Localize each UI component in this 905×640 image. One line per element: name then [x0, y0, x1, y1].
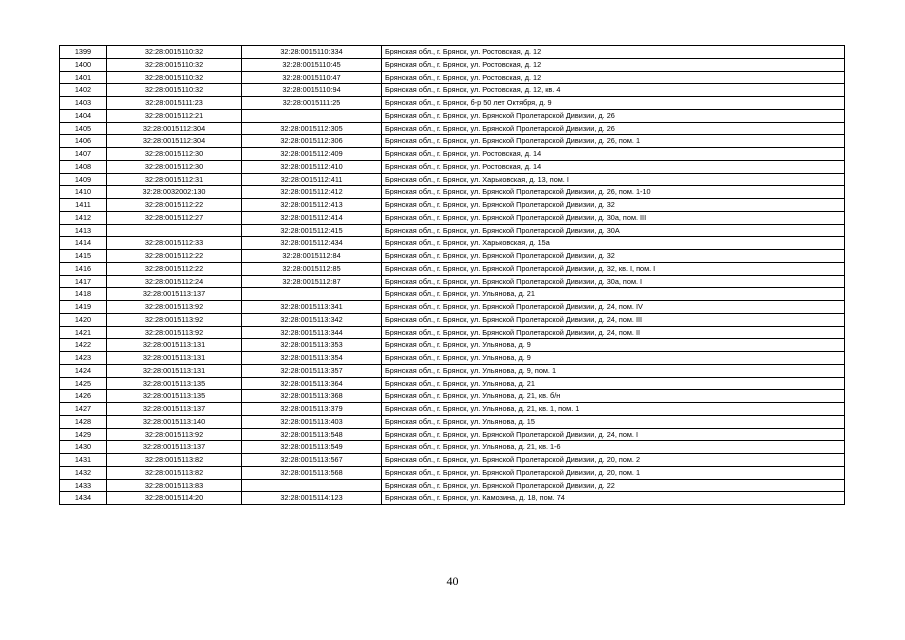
row-number-cell: 1430 — [60, 441, 107, 454]
land-cadastral-number-cell: 32:28:0015110:32 — [107, 58, 242, 71]
table-row — [60, 173, 845, 186]
address-cell: Брянская обл., г. Брянск, ул. Брянской Пролетарской Дивизии, д. 32 — [382, 250, 845, 263]
address-cell: Брянская обл., г. Брянск, ул. Камозина, д. 18, пом. 74 — [382, 492, 845, 505]
object-cadastral-number-cell: 32:28:0015112:305 — [242, 122, 382, 135]
address-cell: Брянская обл., г. Брянск, ул. Ростовская, д. 12 — [382, 58, 845, 71]
object-cadastral-number-cell: 32:28:0015110:47 — [242, 71, 382, 84]
land-cadastral-number-cell: 32:28:0015113:92 — [107, 326, 242, 339]
address-cell: Брянская обл., г. Брянск, ул. Ульянова, д. 21, кв. 1, пом. 1 — [382, 403, 845, 416]
address-cell: Брянская обл., г. Брянск, ул. Брянской Пролетарской Дивизии, д. 26, пом. 1 — [382, 135, 845, 148]
address-cell: Брянская обл., г. Брянск, ул. Ульянова, д. 9, пом. 1 — [382, 364, 845, 377]
table-row — [60, 237, 845, 250]
address-cell: Брянская обл., г. Брянск, ул. Ульянова, д. 21 — [382, 288, 845, 301]
land-cadastral-number-cell: 32:28:0015110:32 — [107, 84, 242, 97]
table-row — [60, 339, 845, 352]
land-cadastral-number-cell: 32:28:0015113:135 — [107, 377, 242, 390]
land-cadastral-number-cell: 32:28:0015113:92 — [107, 301, 242, 314]
address-cell: Брянская обл., г. Брянск, ул. Ульянова, д. 21, кв. 1-6 — [382, 441, 845, 454]
land-cadastral-number-cell — [107, 224, 242, 237]
address-cell: Брянская обл., г. Брянск, ул. Ростовская, д. 12, кв. 4 — [382, 84, 845, 97]
land-cadastral-number-cell: 32:28:0015113:137 — [107, 403, 242, 416]
address-cell: Брянская обл., г. Брянск, ул. Брянской Пролетарской Дивизии, д. 22 — [382, 479, 845, 492]
table-row — [60, 428, 845, 441]
table-row — [60, 46, 845, 59]
row-number-cell: 1410 — [60, 186, 107, 199]
row-number-cell: 1419 — [60, 301, 107, 314]
table-row — [60, 441, 845, 454]
row-number-cell: 1401 — [60, 71, 107, 84]
object-cadastral-number-cell — [242, 109, 382, 122]
address-cell: Брянская обл., г. Брянск, ул. Брянской Пролетарской Дивизии, д. 32, кв. I, пом. I — [382, 262, 845, 275]
address-cell: Брянская обл., г. Брянск, ул. Брянской Пролетарской Дивизии, д. 24, пом. II — [382, 326, 845, 339]
page-number: 40 — [446, 574, 459, 588]
object-cadastral-number-cell: 32:28:0015110:94 — [242, 84, 382, 97]
row-number-cell: 1416 — [60, 262, 107, 275]
object-cadastral-number-cell: 32:28:0015113:353 — [242, 339, 382, 352]
object-cadastral-number-cell: 32:28:0015113:567 — [242, 454, 382, 467]
table-row — [60, 84, 845, 97]
table-row — [60, 71, 845, 84]
row-number-cell: 1400 — [60, 58, 107, 71]
address-cell: Брянская обл., г. Брянск, ул. Ульянова, д. 21 — [382, 377, 845, 390]
object-cadastral-number-cell: 32:28:0015113:568 — [242, 466, 382, 479]
land-cadastral-number-cell: 32:28:0015112:304 — [107, 122, 242, 135]
row-number-cell: 1404 — [60, 109, 107, 122]
table-row — [60, 109, 845, 122]
table-row — [60, 262, 845, 275]
land-cadastral-number-cell: 32:28:0015114:20 — [107, 492, 242, 505]
table-row — [60, 135, 845, 148]
object-cadastral-number-cell: 32:28:0015112:434 — [242, 237, 382, 250]
row-number-cell: 1428 — [60, 415, 107, 428]
land-cadastral-number-cell: 32:28:0015112:27 — [107, 211, 242, 224]
row-number-cell: 1405 — [60, 122, 107, 135]
address-cell: Брянская обл., г. Брянск, б-р 50 лет Октября, д. 9 — [382, 97, 845, 110]
table-row — [60, 326, 845, 339]
object-cadastral-number-cell: 32:28:0015113:549 — [242, 441, 382, 454]
object-cadastral-number-cell: 32:28:0015112:87 — [242, 275, 382, 288]
row-number-cell: 1423 — [60, 352, 107, 365]
land-cadastral-number-cell: 32:28:0032002:130 — [107, 186, 242, 199]
row-number-cell: 1414 — [60, 237, 107, 250]
object-cadastral-number-cell: 32:28:0015113:548 — [242, 428, 382, 441]
row-number-cell: 1408 — [60, 160, 107, 173]
row-number-cell: 1420 — [60, 313, 107, 326]
land-cadastral-number-cell: 32:28:0015112:31 — [107, 173, 242, 186]
table-row — [60, 160, 845, 173]
object-cadastral-number-cell: 32:28:0015110:334 — [242, 46, 382, 59]
table-row — [60, 275, 845, 288]
object-cadastral-number-cell: 32:28:0015113:379 — [242, 403, 382, 416]
land-cadastral-number-cell: 32:28:0015112:304 — [107, 135, 242, 148]
row-number-cell: 1425 — [60, 377, 107, 390]
row-number-cell: 1431 — [60, 454, 107, 467]
object-cadastral-number-cell: 32:28:0015112:84 — [242, 250, 382, 263]
object-cadastral-number-cell: 32:28:0015113:341 — [242, 301, 382, 314]
row-number-cell: 1426 — [60, 390, 107, 403]
address-cell: Брянская обл., г. Брянск, ул. Ростовская, д. 14 — [382, 160, 845, 173]
land-cadastral-number-cell: 32:28:0015111:23 — [107, 97, 242, 110]
address-cell: Брянская обл., г. Брянск, ул. Брянской Пролетарской Дивизии, д. 26 — [382, 122, 845, 135]
row-number-cell: 1415 — [60, 250, 107, 263]
object-cadastral-number-cell: 32:28:0015110:45 — [242, 58, 382, 71]
land-cadastral-number-cell: 32:28:0015113:137 — [107, 441, 242, 454]
land-cadastral-number-cell: 32:28:0015113:92 — [107, 428, 242, 441]
table-row — [60, 97, 845, 110]
address-cell: Брянская обл., г. Брянск, ул. Брянской Пролетарской Дивизии, д. 30а, пом. I — [382, 275, 845, 288]
table-row — [60, 492, 845, 505]
row-number-cell: 1427 — [60, 403, 107, 416]
object-cadastral-number-cell: 32:28:0015112:409 — [242, 148, 382, 161]
land-cadastral-number-cell: 32:28:0015112:30 — [107, 148, 242, 161]
records-table — [59, 45, 845, 505]
row-number-cell: 1434 — [60, 492, 107, 505]
table-row — [60, 364, 845, 377]
object-cadastral-number-cell: 32:28:0015113:368 — [242, 390, 382, 403]
address-cell: Брянская обл., г. Брянск, ул. Харьковская, д. 13, пом. I — [382, 173, 845, 186]
object-cadastral-number-cell: 32:28:0015112:414 — [242, 211, 382, 224]
row-number-cell: 1422 — [60, 339, 107, 352]
address-cell: Брянская обл., г. Брянск, ул. Брянской Пролетарской Дивизии, д. 24, пом. I — [382, 428, 845, 441]
object-cadastral-number-cell: 32:28:0015111:25 — [242, 97, 382, 110]
row-number-cell: 1403 — [60, 97, 107, 110]
table-row — [60, 377, 845, 390]
row-number-cell: 1413 — [60, 224, 107, 237]
land-cadastral-number-cell: 32:28:0015112:30 — [107, 160, 242, 173]
land-cadastral-number-cell: 32:28:0015113:137 — [107, 288, 242, 301]
table-row — [60, 122, 845, 135]
land-cadastral-number-cell: 32:28:0015110:32 — [107, 46, 242, 59]
land-cadastral-number-cell: 32:28:0015113:131 — [107, 352, 242, 365]
object-cadastral-number-cell: 32:28:0015112:306 — [242, 135, 382, 148]
row-number-cell: 1429 — [60, 428, 107, 441]
address-cell: Брянская обл., г. Брянск, ул. Ростовская, д. 14 — [382, 148, 845, 161]
row-number-cell: 1421 — [60, 326, 107, 339]
address-cell: Брянская обл., г. Брянск, ул. Ульянова, д. 9 — [382, 352, 845, 365]
address-cell: Брянская обл., г. Брянск, ул. Брянской Пролетарской Дивизии, д. 24, пом. III — [382, 313, 845, 326]
row-number-cell: 1424 — [60, 364, 107, 377]
object-cadastral-number-cell: 32:28:0015112:85 — [242, 262, 382, 275]
object-cadastral-number-cell: 32:28:0015112:410 — [242, 160, 382, 173]
address-cell: Брянская обл., г. Брянск, ул. Брянской Пролетарской Дивизии, д. 20, пом. 2 — [382, 454, 845, 467]
land-cadastral-number-cell: 32:28:0015113:135 — [107, 390, 242, 403]
address-cell: Брянская обл., г. Брянск, ул. Брянской Пролетарской Дивизии, д. 24, пом. IV — [382, 301, 845, 314]
row-number-cell: 1433 — [60, 479, 107, 492]
address-cell: Брянская обл., г. Брянск, ул. Ульянова, д. 9 — [382, 339, 845, 352]
table-row — [60, 186, 845, 199]
address-cell: Брянская обл., г. Брянск, ул. Харьковская, д. 15а — [382, 237, 845, 250]
row-number-cell: 1406 — [60, 135, 107, 148]
table-row — [60, 454, 845, 467]
row-number-cell: 1399 — [60, 46, 107, 59]
object-cadastral-number-cell: 32:28:0015113:354 — [242, 352, 382, 365]
land-cadastral-number-cell: 32:28:0015113:92 — [107, 313, 242, 326]
land-cadastral-number-cell: 32:28:0015112:33 — [107, 237, 242, 250]
table-row — [60, 148, 845, 161]
object-cadastral-number-cell: 32:28:0015113:357 — [242, 364, 382, 377]
land-cadastral-number-cell: 32:28:0015113:131 — [107, 364, 242, 377]
table-row — [60, 288, 845, 301]
table-row — [60, 352, 845, 365]
object-cadastral-number-cell — [242, 479, 382, 492]
address-cell: Брянская обл., г. Брянск, ул. Брянской Пролетарской Дивизии, д. 32 — [382, 199, 845, 212]
object-cadastral-number-cell — [242, 288, 382, 301]
table-row — [60, 479, 845, 492]
land-cadastral-number-cell: 32:28:0015112:24 — [107, 275, 242, 288]
table-row — [60, 466, 845, 479]
land-cadastral-number-cell: 32:28:0015113:131 — [107, 339, 242, 352]
table-row — [60, 224, 845, 237]
table-row — [60, 250, 845, 263]
row-number-cell: 1407 — [60, 148, 107, 161]
address-cell: Брянская обл., г. Брянск, ул. Брянской Пролетарской Дивизии, д. 26 — [382, 109, 845, 122]
land-cadastral-number-cell: 32:28:0015112:22 — [107, 262, 242, 275]
address-cell: Брянская обл., г. Брянск, ул. Брянской Пролетарской Дивизии, д. 30а, пом. III — [382, 211, 845, 224]
object-cadastral-number-cell: 32:28:0015113:364 — [242, 377, 382, 390]
table-row — [60, 403, 845, 416]
table-row — [60, 199, 845, 212]
land-cadastral-number-cell: 32:28:0015112:21 — [107, 109, 242, 122]
object-cadastral-number-cell: 32:28:0015113:344 — [242, 326, 382, 339]
table-row — [60, 313, 845, 326]
object-cadastral-number-cell: 32:28:0015114:123 — [242, 492, 382, 505]
address-cell: Брянская обл., г. Брянск, ул. Брянской Пролетарской Дивизии, д. 20, пом. 1 — [382, 466, 845, 479]
row-number-cell: 1432 — [60, 466, 107, 479]
land-cadastral-number-cell: 32:28:0015113:83 — [107, 479, 242, 492]
table-row — [60, 415, 845, 428]
table-row — [60, 301, 845, 314]
land-cadastral-number-cell: 32:28:0015113:140 — [107, 415, 242, 428]
row-number-cell: 1402 — [60, 84, 107, 97]
object-cadastral-number-cell: 32:28:0015112:412 — [242, 186, 382, 199]
address-cell: Брянская обл., г. Брянск, ул. Ростовская, д. 12 — [382, 46, 845, 59]
row-number-cell: 1418 — [60, 288, 107, 301]
address-cell: Брянская обл., г. Брянск, ул. Ульянова, д. 15 — [382, 415, 845, 428]
address-cell: Брянская обл., г. Брянск, ул. Ульянова, д. 21, кв. б/н — [382, 390, 845, 403]
address-cell: Брянская обл., г. Брянск, ул. Брянской Пролетарской Дивизии, д. 30А — [382, 224, 845, 237]
row-number-cell: 1411 — [60, 199, 107, 212]
object-cadastral-number-cell: 32:28:0015113:342 — [242, 313, 382, 326]
land-cadastral-number-cell: 32:28:0015112:22 — [107, 250, 242, 263]
row-number-cell: 1412 — [60, 211, 107, 224]
object-cadastral-number-cell: 32:28:0015113:403 — [242, 415, 382, 428]
records-table-body — [60, 46, 845, 505]
object-cadastral-number-cell: 32:28:0015112:415 — [242, 224, 382, 237]
table-row — [60, 58, 845, 71]
row-number-cell: 1417 — [60, 275, 107, 288]
land-cadastral-number-cell: 32:28:0015110:32 — [107, 71, 242, 84]
object-cadastral-number-cell: 32:28:0015112:411 — [242, 173, 382, 186]
land-cadastral-number-cell: 32:28:0015112:22 — [107, 199, 242, 212]
table-row — [60, 390, 845, 403]
land-cadastral-number-cell: 32:28:0015113:82 — [107, 454, 242, 467]
row-number-cell: 1409 — [60, 173, 107, 186]
address-cell: Брянская обл., г. Брянск, ул. Ростовская, д. 12 — [382, 71, 845, 84]
object-cadastral-number-cell: 32:28:0015112:413 — [242, 199, 382, 212]
table-row — [60, 211, 845, 224]
land-cadastral-number-cell: 32:28:0015113:82 — [107, 466, 242, 479]
address-cell: Брянская обл., г. Брянск, ул. Брянской Пролетарской Дивизии, д. 26, пом. 1-10 — [382, 186, 845, 199]
